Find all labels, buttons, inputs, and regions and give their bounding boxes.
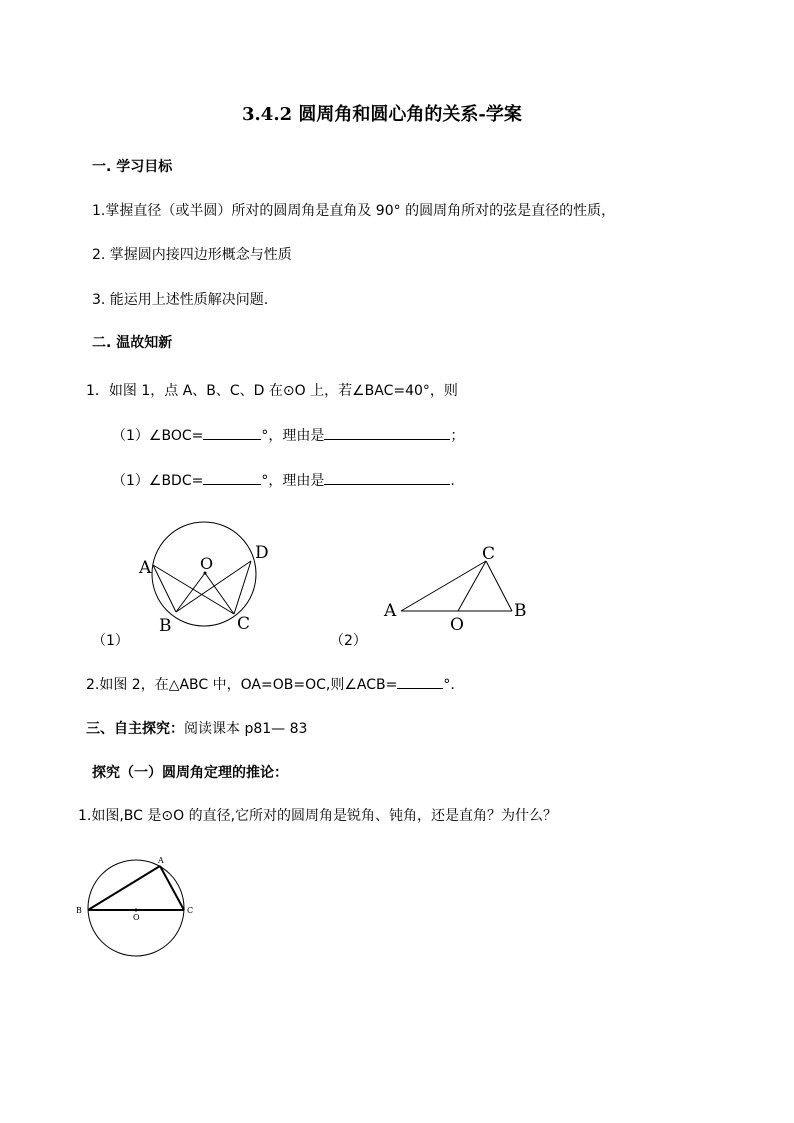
q1b-prefix: （1）∠BDC= (112, 473, 204, 489)
radius-oc (205, 573, 234, 614)
center-point-o (135, 909, 138, 912)
chord-db (176, 561, 251, 612)
q1a-end: ； (450, 428, 465, 444)
objective-item-1: 1.掌握直径（或半圆）所对的圆周角是直角及 90° 的圆周角所对的弦是直径的性质， (92, 203, 616, 219)
explore-question-1: 1.如图,BC 是⊙O 的直径,它所对的圆周角是锐角、钝角，还是直角？为什么？ (78, 808, 558, 824)
q1a-prefix: （1）∠BOC= (112, 428, 204, 444)
label-d: D (255, 543, 269, 563)
answer-blank-acb[interactable] (397, 676, 443, 689)
label-o: O (200, 554, 214, 573)
q1a-mid: °，理由是 (261, 428, 325, 444)
chord-dc (234, 561, 251, 614)
label-a: A (158, 856, 164, 865)
explore-sub-heading: 探究（一）圆周角定理的推论： (92, 765, 288, 781)
explore-heading-tail: 阅读课本 p81— 83 (184, 721, 308, 737)
figure-1-caption: （1） (92, 633, 129, 649)
figure-3 (76, 856, 193, 956)
label-b: B (159, 616, 172, 636)
figure-2-caption: （2） (330, 633, 367, 649)
review-question-2 (86, 676, 455, 694)
figure-3-circle (88, 860, 184, 956)
label-c: C (187, 906, 194, 915)
figure-2 (383, 544, 527, 635)
figure-1 (138, 522, 269, 636)
segment-cb (486, 561, 512, 611)
q1b-end: . (450, 473, 455, 489)
q1b-mid: °，理由是 (261, 473, 325, 489)
segment-co (458, 561, 486, 611)
objective-item-3: 3. 能运用上述性质解决问题. (92, 292, 269, 308)
label-o: O (450, 615, 464, 635)
section-heading-review: 二. 温故知新 (92, 335, 173, 351)
section-heading-objectives: 一. 学习目标 (92, 159, 173, 175)
radius-ob (176, 573, 205, 612)
label-a: A (139, 558, 152, 578)
label-o: O (133, 913, 140, 922)
label-c: C (482, 544, 496, 564)
label-b: B (514, 601, 527, 621)
review-question-1: 1．如图 1，点 A、B、C、D 在⊙O 上，若∠BAC=40°，则 (86, 383, 458, 399)
chord-ba (88, 866, 160, 910)
section-heading-explore (86, 720, 307, 738)
q2-end: °. (443, 677, 455, 693)
label-c: C (237, 614, 251, 634)
segment-ac (401, 561, 486, 611)
explore-heading: 三、自主探究： (86, 721, 184, 737)
objective-item-2: 2. 掌握圆内接四边形概念与性质 (92, 247, 292, 263)
chord-ac (160, 866, 184, 910)
page-title: 3.4.2 圆周角和圆心角的关系-学案 (242, 104, 522, 125)
q2-prefix: 2.如图 2，在△ABC 中，OA=OB=OC,则∠ACB= (86, 677, 398, 693)
label-a: A (384, 601, 397, 621)
label-b: B (76, 906, 82, 915)
